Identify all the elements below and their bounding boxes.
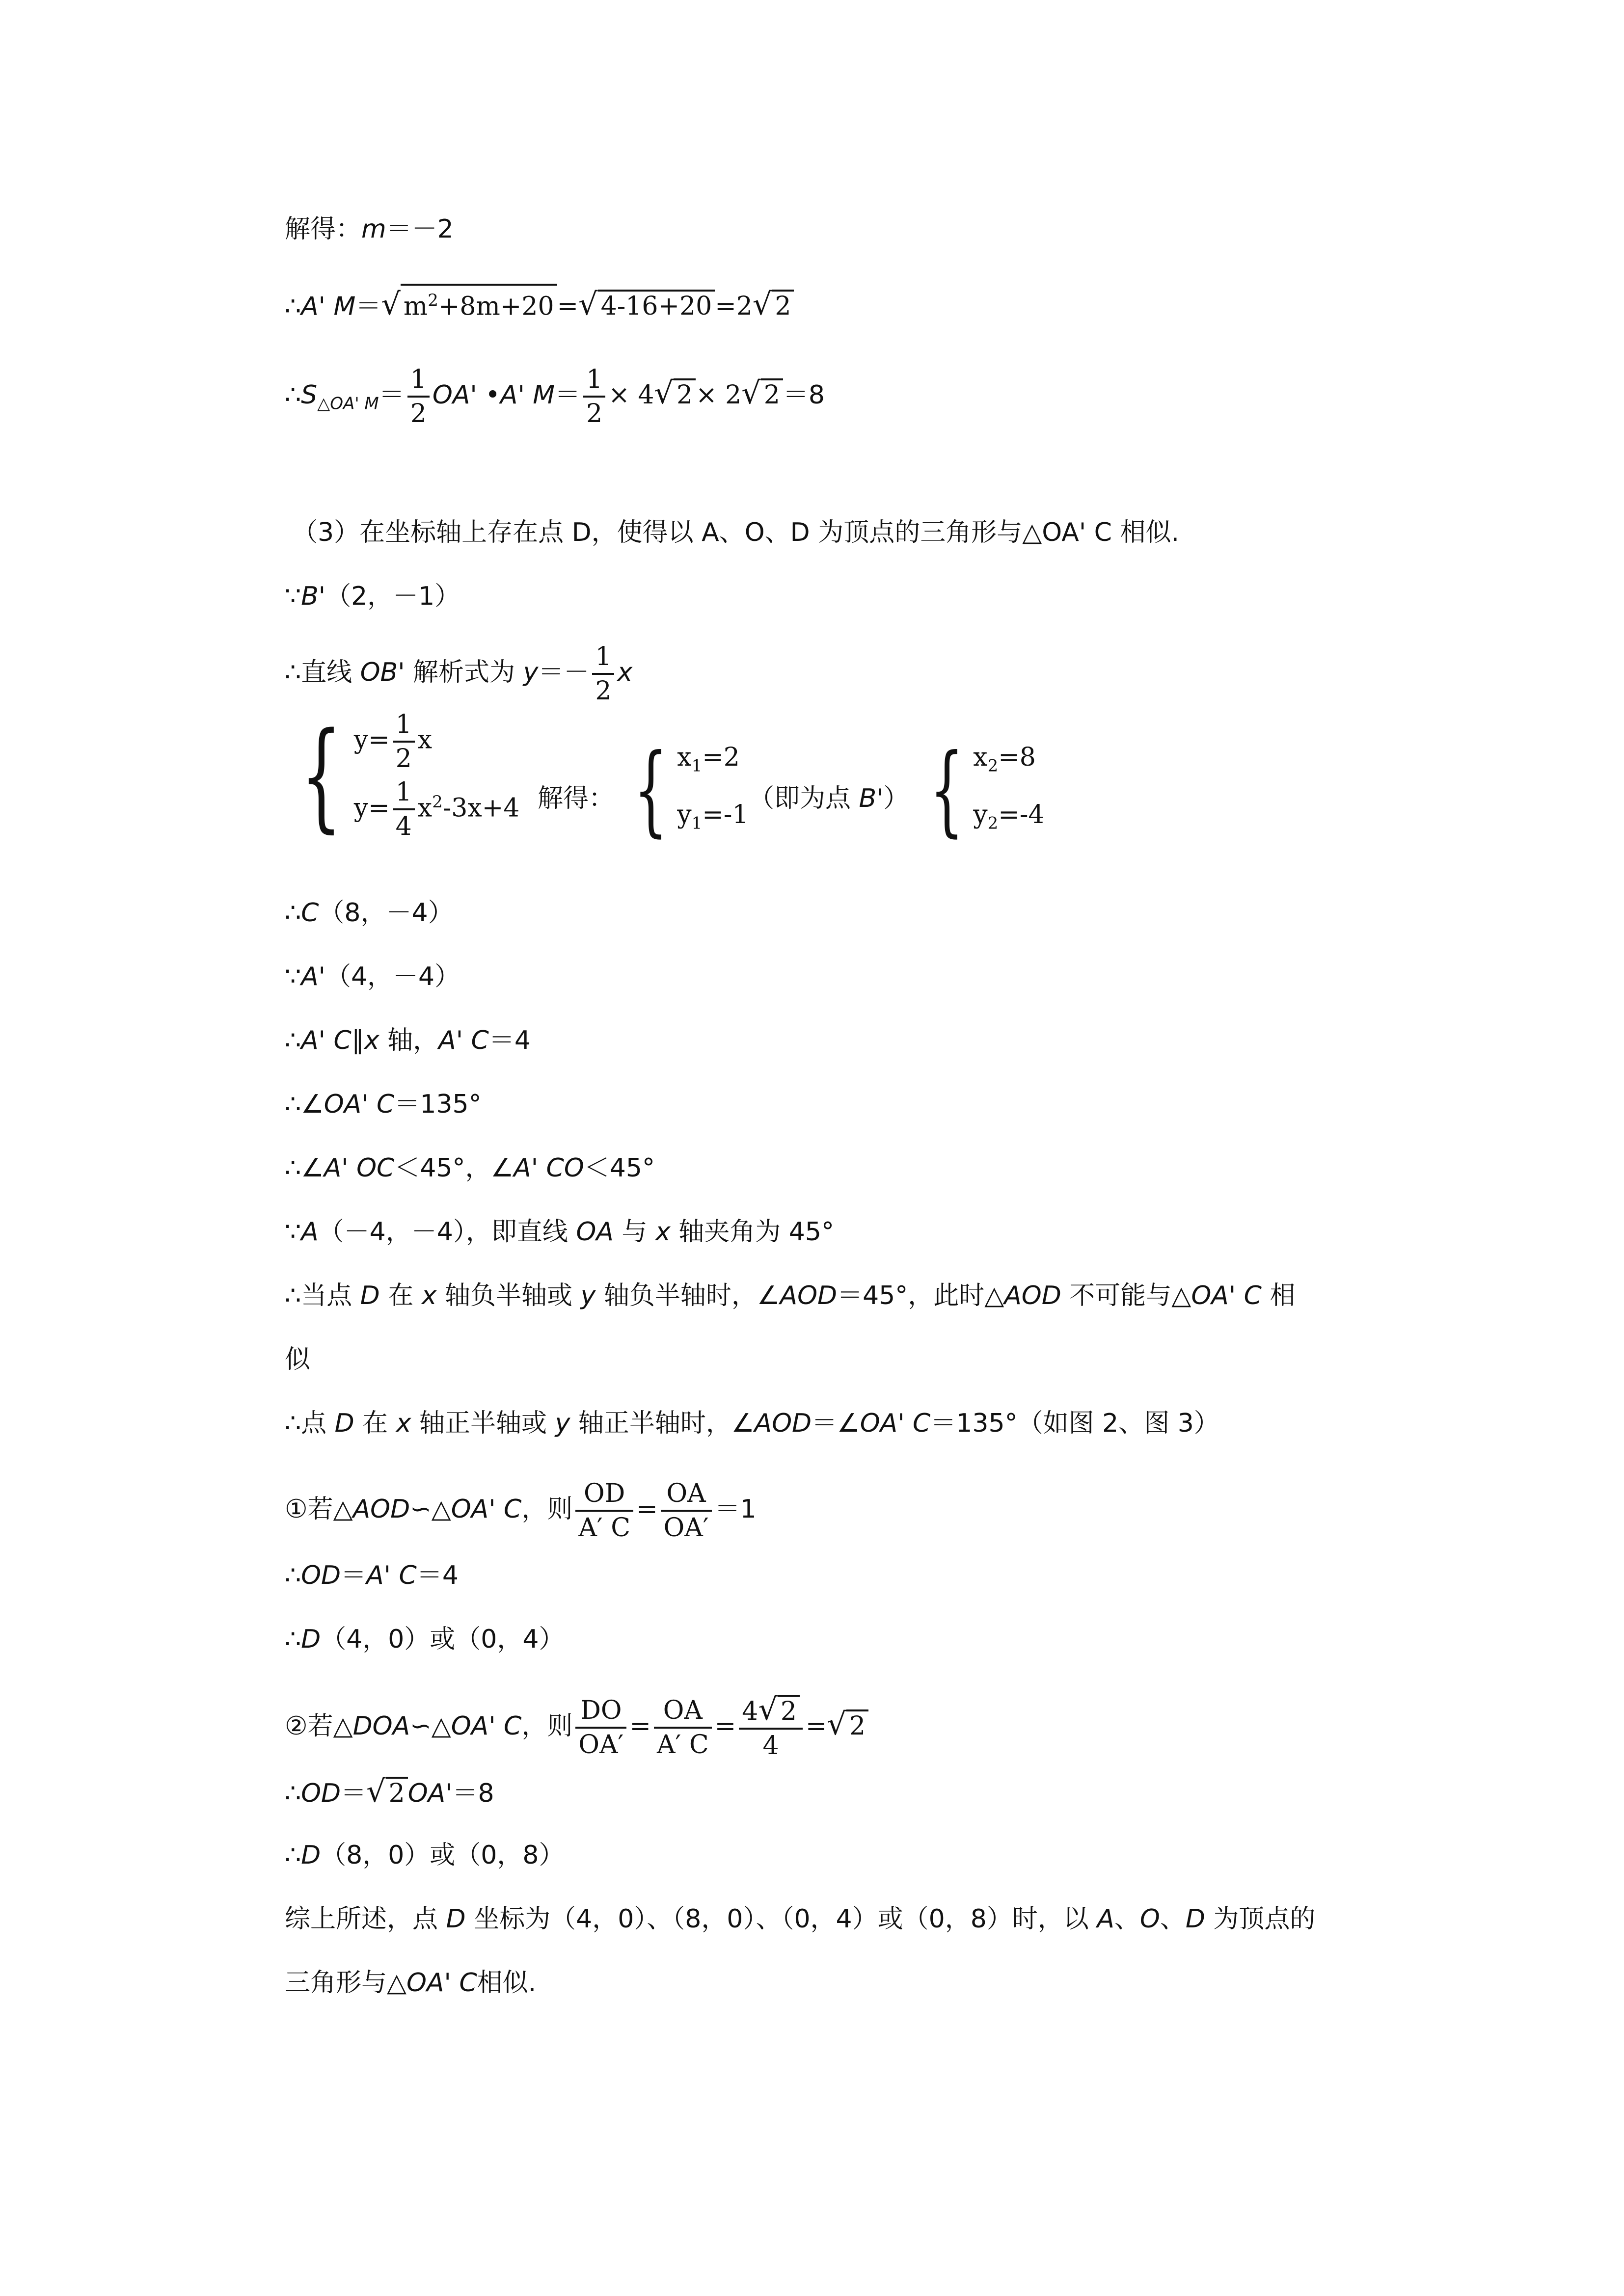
eq: = [714,1711,736,1741]
point: D [1185,1904,1205,1934]
den: 2 [410,399,427,428]
seg: A' C [301,1026,352,1055]
point: A [1097,1904,1114,1934]
t: ∽△ [410,1711,451,1741]
t: =-1 [702,800,749,829]
sqrt: 2 [778,1695,800,1726]
t: ∥ [351,1026,364,1055]
seg: OA [576,1217,614,1247]
point: D [446,1904,466,1934]
equals: ＝ [355,292,381,321]
text: ∴直线 [285,658,360,687]
t: ＝∠ [812,1409,860,1438]
t: 坐标为（4，0）、（8，0）、（0，4）或（0，8）时，以 [465,1904,1097,1934]
t: x [677,742,692,772]
t: x [973,742,988,772]
eq: = [557,292,579,321]
therefore: ∴ [285,292,301,321]
t: ＝8 [452,1779,494,1808]
t: 轴负半轴或 [436,1281,581,1310]
point: B' [859,784,884,813]
t: ＝135°（如图 2、图 3） [930,1409,1219,1438]
coords: （2，－1） [325,582,460,611]
sqrt-expr-1: √ $m^2+8m+20$ =√ 4-16+20 =2√ 2 [381,292,794,321]
note-b-prime [749,781,909,816]
t: ，则 [521,1711,573,1741]
t: 轴正半轴时，∠ [570,1409,755,1438]
t: （即为点 [749,784,859,813]
seg: OD [301,1779,341,1808]
tri: AOD [1004,1281,1061,1310]
var: x [421,1281,437,1310]
equation-system-2 [620,733,749,847]
line-d-case-1 [285,1622,564,1656]
t: 4 [742,1697,758,1726]
line-od-8: ∴OD＝√ 2 OA'＝8 [285,1773,494,1809]
t: ∴当点 [285,1281,360,1310]
angle: OA' C [324,1090,395,1119]
angle: AOD [780,1281,838,1310]
t: （－4，－4），即直线 [318,1217,576,1247]
var-m: m [361,214,386,244]
tri: OA' C [1191,1281,1262,1310]
seg: OA' [407,1779,453,1808]
sqrt: 2 [386,1777,408,1808]
sys-row [677,790,748,848]
t: 、 [1114,1904,1140,1934]
eq: = [805,1711,827,1741]
t: ＝135° [394,1090,482,1119]
line-negative-axis [285,1279,1295,1313]
sub: 2 [987,756,999,775]
area-sub: △OA' M [317,394,379,414]
point: C [301,898,319,928]
t: y= [353,725,390,755]
num: 1 [592,641,614,675]
area-s: S [301,380,318,410]
t: 在 [354,1409,396,1438]
angle: AOD [754,1409,812,1438]
point: D [301,1625,321,1654]
t: （4，－4） [325,962,460,991]
t: ∴ [285,1841,301,1870]
t: m [403,292,428,321]
den: 2 [595,676,612,706]
den: A′ C [656,1730,709,1760]
angle: A' OC [324,1153,395,1183]
t: ＝4 [488,1026,531,1055]
fraction: $\frac{4√ 2}{4}$ [739,1693,803,1762]
fraction [592,641,614,707]
t: ＝ [341,1779,367,1808]
den: 2 [586,399,603,428]
t: =8 [998,742,1036,772]
seg: A' C [438,1026,489,1055]
line-ob-equation [285,641,632,707]
t: 不可能与△ [1061,1281,1191,1310]
t: ＜45° [584,1153,655,1183]
den: A′ C [578,1513,631,1543]
sys-row [354,775,520,843]
sub: 1 [691,756,703,775]
sqrt-expr-3: 2 [772,290,794,321]
eq: ＝ [555,380,581,410]
t: 相似. [477,1968,537,1998]
sub: 1 [691,813,703,833]
tri: OA' C [451,1711,522,1741]
line-am-length [285,284,794,323]
den: OA′ [663,1513,709,1543]
t: ＜45°，∠ [394,1153,514,1183]
times: × 2 [696,380,742,410]
segments: OA' •A' M [432,380,555,410]
t: 轴正半轴或 [411,1409,555,1438]
text: 解得： [285,214,362,244]
sys-row [354,708,520,775]
den: 4 [762,1731,779,1761]
t: ①若△ [285,1495,353,1524]
eq: ＝ [379,380,405,410]
case-2: ②若△DOA∽△OA' C，则 $\frac{DO}{OA'}$ = $\frac{OA}{A' C}$ = $\frac{4√ 2}{4}$ =√ 2 [285,1693,868,1762]
fraction [661,1477,712,1544]
text: ＝－ [538,658,590,687]
t: y [973,800,988,829]
text: 解析式为 [405,658,523,687]
t: ＝ [341,1561,367,1590]
num: 1 [407,363,430,398]
t: 为顶点的 [1205,1904,1316,1934]
fraction [654,1694,712,1761]
result: ＝8 [783,380,825,410]
seg: OD [301,1561,341,1590]
sqrt: 2 [846,1709,868,1741]
t: 轴负半轴时，∠ [595,1281,780,1310]
brace: { [929,733,964,847]
times: × 4 [608,380,654,410]
t: ∴∠ [285,1090,324,1119]
num: OD [575,1477,633,1512]
exp: 2 [428,291,438,310]
t: -3x+4 [442,793,520,823]
t: ∴ [285,1026,301,1055]
line-area: $\therefore S_{\triangle OA' M}=$ $\frac{1}{2}$ OA' •A' M＝ $\frac{1}{2}$ × 4√ 2 × 2√ 2 ＝8 [285,363,825,430]
t: 轴， [379,1026,439,1055]
sys-row [973,733,1044,790]
sys-row [677,733,748,790]
seg: A' C [366,1561,417,1590]
t: 综上所述，点 [285,1904,446,1934]
den: 2 [395,744,412,774]
den: OA′ [578,1730,624,1760]
num: OA [654,1694,712,1729]
t: +8m+20 [438,292,554,321]
eq: =2 [715,292,753,321]
tri: OA' C [406,1968,477,1998]
t: =-4 [998,800,1045,829]
line-angle-135 [285,1087,482,1121]
t: ∴∠ [285,1153,324,1183]
t: x [417,793,433,823]
point: A [301,1217,319,1247]
t: 相 [1261,1281,1296,1310]
t: ∵ [285,1217,301,1247]
point: D [334,1409,354,1438]
t: 三角形与△ [285,1968,406,1998]
line-name: OB' [360,658,405,687]
t: （8，0）或（0，8） [321,1841,565,1870]
t: 与 [613,1217,655,1247]
fraction-half [583,363,605,430]
num: OA [661,1477,712,1512]
t: ＝45°，此时△ [837,1281,1004,1310]
var: x [364,1026,379,1055]
t: x [417,725,433,755]
sqrt-expr-2: 4-16+20 [598,290,715,321]
tri: AOD [352,1495,410,1524]
var: y [555,1409,570,1438]
var: y [523,658,539,687]
t: ∴点 [285,1409,335,1438]
t: =2 [702,742,740,772]
var: y [580,1281,596,1310]
num: 1 [393,776,415,810]
num: 1 [393,708,415,743]
t: ∴ [285,1625,301,1654]
eq: = [629,1711,651,1741]
t: （4，0）或（0，4） [321,1625,565,1654]
point: O [1139,1904,1160,1934]
tri: DOA [352,1711,410,1741]
conclusion [285,1902,1315,1936]
segment-am: A' M [301,292,356,321]
sqrt: 2 [761,378,783,410]
t: 在 [379,1281,422,1310]
part-3-heading: （3）在坐标轴上存在点 D，使得以 A、O、D 为顶点的三角形与△OA' C 相似. [292,518,1180,547]
line-solve-m [285,212,454,246]
fraction-half [407,363,430,430]
line-od-4 [285,1558,459,1593]
point: A' [301,962,325,991]
line-positive-axis [285,1406,1219,1441]
t: y= [353,793,390,823]
point: D [301,1841,321,1870]
sys-row [973,790,1044,848]
fraction [575,1477,633,1544]
t: ，则 [521,1495,573,1524]
point: D [360,1281,380,1310]
t: ∴ [285,898,301,928]
den: 4 [395,812,412,842]
line-a-prime [285,960,460,994]
t: 轴夹角为 45° [670,1217,834,1247]
case-1 [285,1477,757,1544]
brace: { [633,733,668,847]
t: ∵ [285,962,301,991]
because: ∵ [285,582,301,611]
angle: OA' C [860,1409,931,1438]
tri: OA' C [451,1495,522,1524]
line-d-case-2 [285,1838,564,1872]
exp: 2 [432,792,443,812]
t: 、 [1160,1904,1186,1934]
num: DO [575,1694,626,1729]
angle: A' CO [514,1153,584,1183]
var: x [617,658,633,687]
num: 1 [583,363,605,398]
text: ＝－2 [386,214,454,244]
point: B' [301,582,326,611]
equation-system-3 [916,733,1045,847]
t: ＝1 [714,1495,757,1524]
line-c [285,896,454,930]
brace: { [300,707,342,844]
line-continuation: 似 [285,1345,311,1374]
t: ∴ [285,1561,301,1590]
var: x [396,1409,411,1438]
t: （8，－4） [319,898,454,928]
t: ②若△ [285,1711,353,1741]
line-parallel [285,1023,531,1058]
eq: = [636,1495,658,1524]
var: x [655,1217,671,1247]
t: ∽△ [410,1495,451,1524]
t: y [677,800,692,829]
equation-system-1 [284,707,520,844]
t: ） [883,784,909,813]
solve-label: 解得： [538,784,615,813]
conclusion-end [285,1966,536,2000]
line-oa-angle [285,1215,834,1249]
sqrt: 2 [674,378,696,410]
line-b-prime [285,579,460,614]
line-angles-lt-45 [285,1151,655,1185]
sub: 2 [987,813,999,833]
fraction [575,1694,626,1761]
t: ∴ [285,1779,301,1808]
t: ＝4 [416,1561,459,1590]
therefore: ∴ [285,380,301,410]
